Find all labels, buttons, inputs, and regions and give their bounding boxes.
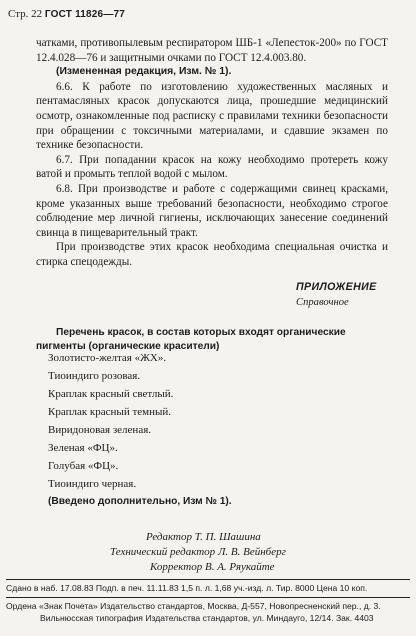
proofreader-name: В. А. Ряукайте xyxy=(204,561,275,573)
main-text xyxy=(36,36,388,270)
list-item: Краплак красный темный. xyxy=(48,406,172,418)
list-item: Тиоиндиго розовая. xyxy=(48,370,141,382)
list-heading xyxy=(36,326,388,353)
appendix-title: ПРИЛОЖЕНИЕ xyxy=(296,281,377,293)
list-item: Краплак красный светлый. xyxy=(48,388,174,400)
paragraph-continued: чатками, противопылевым респиратором ШБ-1 «Лепесток-200» по ГОСТ 12.4.028—76 и защитными очками по ГОСТ 12.4.003.80. xyxy=(36,37,388,64)
list-item: Зеленая «ФЦ». xyxy=(48,442,118,454)
list-item: Виридоновая зеленая. xyxy=(48,424,152,436)
imprint-publisher: Ордена «Знак Почета» Издательство стандартов, Москва, Д-557, Новопресненский пер., д. 3. xyxy=(6,601,381,611)
paragraph-6-6: 6.6. К работе по изготовлению художественных масляных и пентамасляных красок допускаются лица, прошедшие медицинский осмотр, ознакомленные под расписку с правилами техники безопасности при обращении с токсичными материалами, и сдавшие экзамен по технике безопасности. xyxy=(36,80,388,152)
standard-number: ГОСТ 11826—77 xyxy=(44,9,126,20)
list-item: Тиоиндиго черная. xyxy=(48,478,137,490)
imprint-print-data: Сдано в наб. 17.08.83 Подп. в печ. 11.11.83 1,5 п. л. 1,68 уч.-изд. л. Тир. 8000 Цена 10 коп. xyxy=(6,583,368,593)
proofreader-credit xyxy=(150,561,275,573)
paragraph-cleaning: При производстве этих красок необходима специальная очистка и стирка спецодежды. xyxy=(36,241,388,268)
list-item: Голубая «ФЦ». xyxy=(48,460,119,472)
page-header xyxy=(8,8,125,20)
editor-role: Редактор xyxy=(146,531,192,543)
tech-editor-name: Л. В. Вейнберг xyxy=(217,546,286,558)
editor-name: Т. П. Шашина xyxy=(194,531,261,543)
divider xyxy=(6,579,410,580)
list-item: Золотисто-желтая «ЖХ». xyxy=(48,352,167,364)
paragraph-6-8: 6.8. При производстве и работе с содержащими свинец красками, кроме указанных выше требований безопасности, необходимо строгое соблюдение мер личной гигиены, исключающих занесение соединений свинца в пищеварительный тракт. xyxy=(36,182,388,239)
paragraph-6-7: 6.7. При попадании красок на кожу необходимо протереть кожу ватой и промыть теплой водой с мылом. xyxy=(36,153,388,181)
proofreader-role: Корректор xyxy=(150,561,203,573)
divider xyxy=(6,597,410,598)
page-number: Стр. 22 xyxy=(8,8,43,20)
appendix-note: (Введено дополнительно, Изм № 1). xyxy=(48,496,232,507)
appendix-subtitle: Справочное xyxy=(296,297,349,308)
amendment-note: (Измененная редакция, Изм. № 1). xyxy=(56,66,232,78)
tech-editor-role: Технический редактор xyxy=(110,546,216,558)
tech-editor-credit xyxy=(110,546,286,558)
editor-credit xyxy=(146,531,261,543)
imprint-printer: Вильнюсская типография Издательства стандартов, ул. Миндауго, 12/14. Зак. 4403 xyxy=(40,613,374,623)
list-heading-text: Перечень красок, в состав которых входят органические пигменты (органические красители) xyxy=(36,327,346,352)
